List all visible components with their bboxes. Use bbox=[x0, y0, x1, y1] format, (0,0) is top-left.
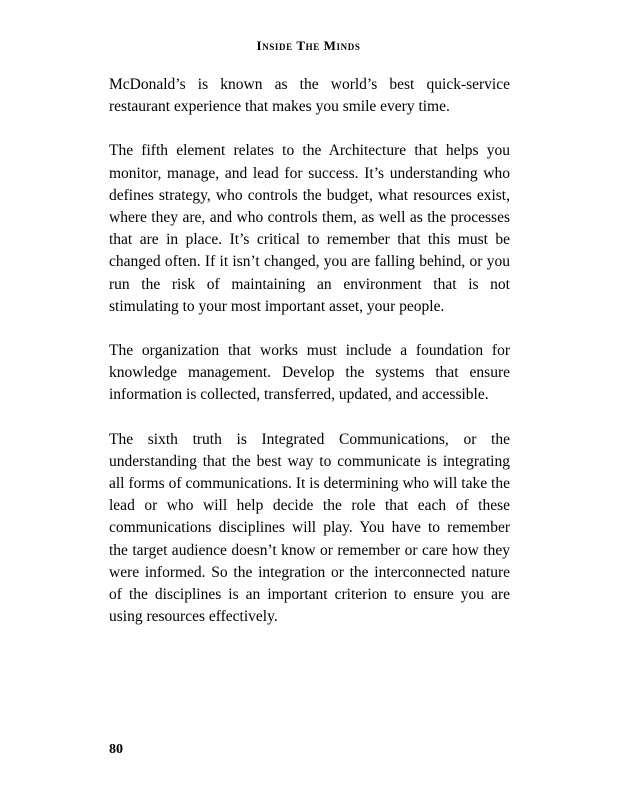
paragraph-3: The organization that works must include a foundation for knowledge management. Develop the systems that ensure information is collected, transferred, updated, and accessible. bbox=[109, 342, 510, 404]
paragraph-1: McDonald’s is known as the world’s best quick-service restaurant experience that makes you smile every time. bbox=[109, 76, 510, 116]
running-header: Inside The Minds bbox=[256, 38, 361, 53]
page-number: 80 bbox=[109, 742, 123, 757]
paragraph-4: The sixth truth is Integrated Communications, or the understanding that the best way to communicate is integrating all forms of communications. It is determining who will take the lead or who will help decide the role that each of these communications disciplines will play. You have to remember the target audience doesn’t know or remember or care how they were informed. So the integration or the interconnected nature of the disciplines is an important criterion to ensure you are using resources effectively. bbox=[109, 430, 510, 626]
paragraph-2: The fifth element relates to the Architecture that helps you monitor, manage, and lead for success. It’s understanding who defines strategy, who controls the budget, what resources exist, where they are, and who controls them, as well as the processes that are in place. It’s critical to remember that this must be changed often. If it isn’t changed, you are falling behind, or you run the risk of maintaining an environment that is not stimulating to your most important asset, your people. bbox=[109, 142, 510, 315]
body-text bbox=[109, 74, 510, 628]
